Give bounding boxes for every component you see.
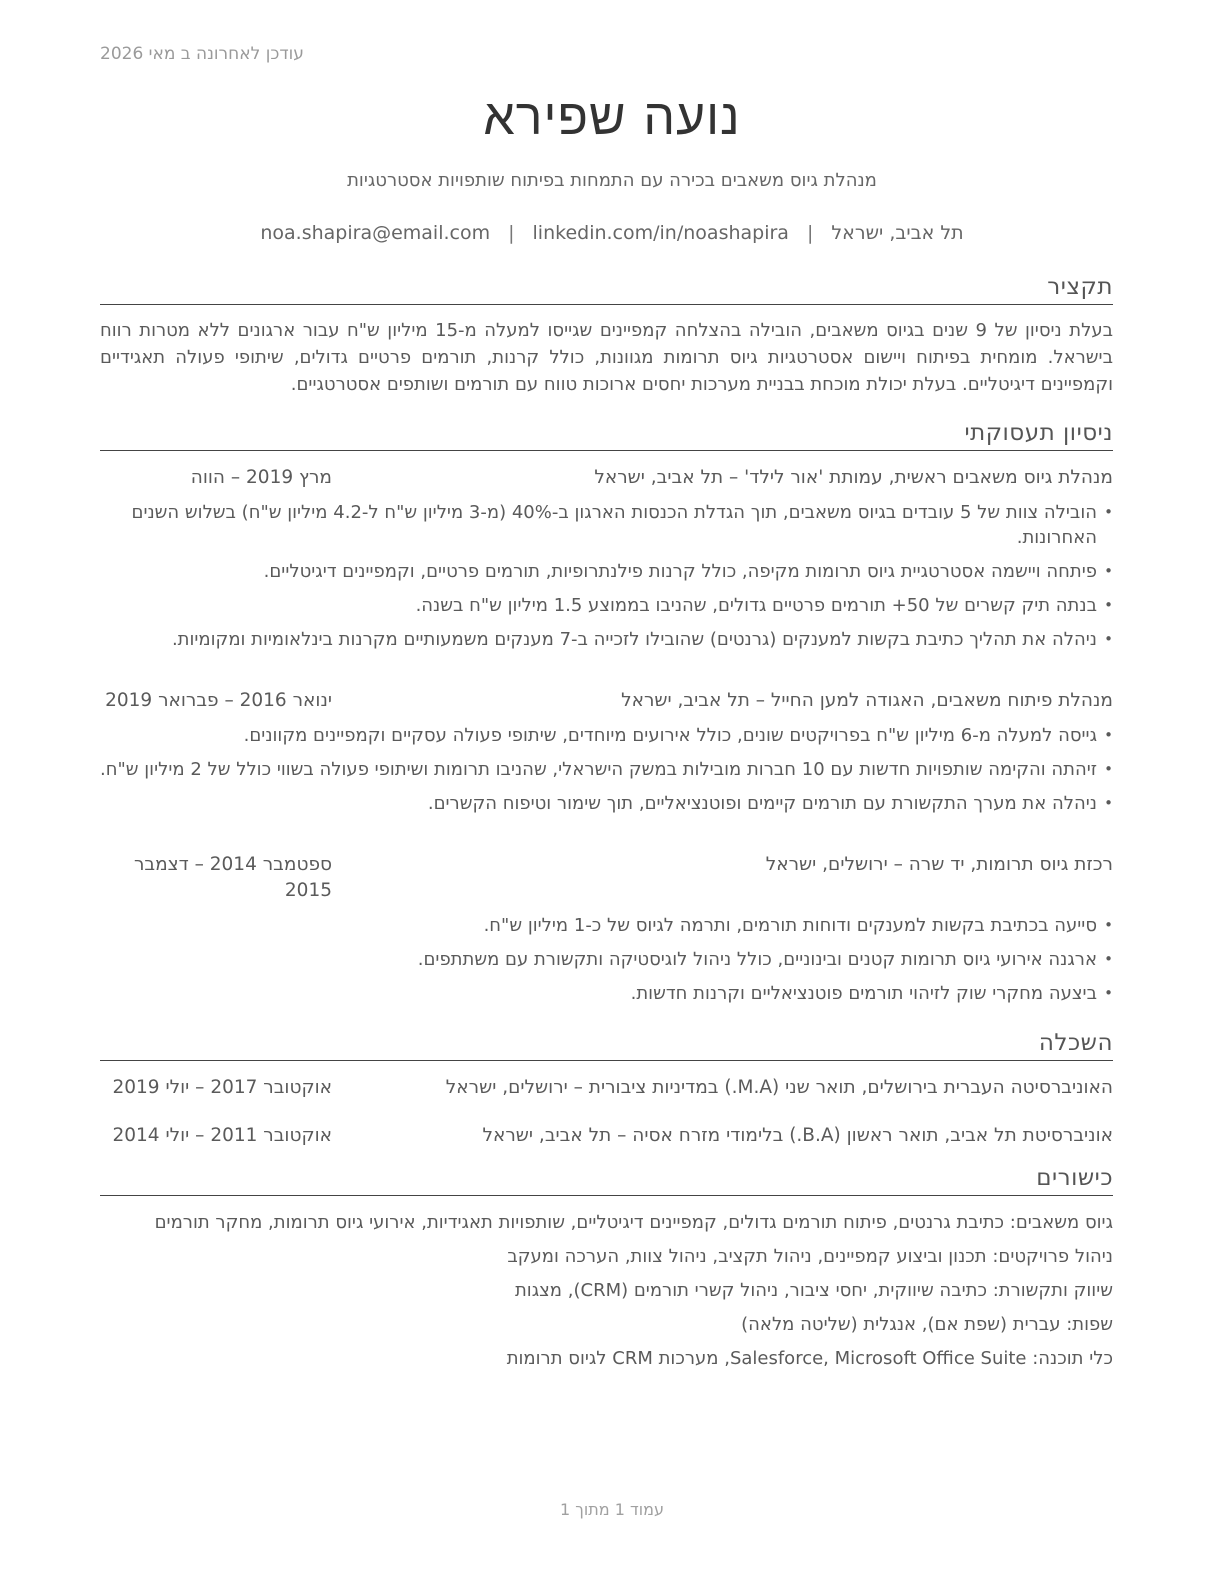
job-bullet: • ביצעה מחקרי שוק לזיהוי תורמים פוטנציאליים וקרנות חדשות. xyxy=(100,981,1113,1006)
job-bullet: • הובילה צוות של 5 עובדים בגיוס משאבים, תוך הגדלת הכנסות הארגון ב-40% (מ-3 מיליון ש"ח ל-4.2 מיליון ש"ח) בשלוש השנים האחרונות. xyxy=(100,500,1113,550)
job-dates: מרץ 2019 – הווה xyxy=(190,467,332,488)
education-title: האוניברסיטה העברית בירושלים, תואר שני (M.A.) במדיניות ציבורית – ירושלים, ישראל xyxy=(445,1077,1113,1098)
education-dates: אוקטובר 2017 – יולי 2019 xyxy=(112,1077,332,1098)
job-header xyxy=(100,852,1113,904)
job-bullets xyxy=(100,913,1113,1006)
job-entry xyxy=(100,465,1113,652)
contact-line xyxy=(0,222,1224,244)
section-title-summary: תקציר xyxy=(100,272,1113,305)
skill-line: שפות: עברית (שפת אם), אנגלית (שליטה מלאה) xyxy=(741,1314,1113,1335)
job-title: מנהלת פיתוח משאבים, האגודה למען החייל – תל אביב, ישראל xyxy=(621,690,1113,711)
contact-separator: | xyxy=(806,222,814,244)
summary-text: בעלת ניסיון של 9 שנים בגיוס משאבים, הובילה בהצלחה קמפיינים שגייסו למעלה מ-15 מיליון ש"ח עבור ארגונים ללא מטרות רווח בישראל. מומחית בפיתוח ויישום אסטרטגיות גיוס תרומות מגוונות, כולל קרנות, תורמים פרטיים גדולים, שיתופי פעולה תאגידיים וקמפיינים דיגיטליים. בעלת יכולת מוכחת בבניית מערכות יחסים ארוכות טווח עם תורמים ושותפים אסטרטגיים. xyxy=(100,320,1113,395)
job-bullet: • גייסה למעלה מ-6 מיליון ש"ח בפרויקטים שונים, כולל אירועים מיוחדים, שיתופי פעולה עסקיים וקמפיינים מקוונים. xyxy=(100,723,1113,748)
job-bullet: • סייעה בכתיבת בקשות למענקים ודוחות תורמים, ותרמה לגיוס של כ-1 מיליון ש"ח. xyxy=(100,913,1113,938)
job-bullet: • ניהלה את מערך התקשורת עם תורמים קיימים ופוטנציאליים, תוך שימור וטיפוח הקשרים. xyxy=(100,791,1113,816)
job-bullets xyxy=(100,723,1113,816)
job-entry xyxy=(100,688,1113,816)
contact-separator: | xyxy=(508,222,515,244)
education-entry xyxy=(100,1123,1113,1149)
section-title-education: השכלה xyxy=(100,1028,1113,1061)
job-title: מנהלת גיוס משאבים ראשית, עמותת 'אור לילד' – תל אביב, ישראל xyxy=(594,467,1113,488)
section-title-experience: ניסיון תעסוקתי xyxy=(100,418,1113,451)
job-bullet: • בנתה תיק קשרים של 50+ תורמים פרטיים גדולים, שהניבו בממוצע 1.5 מיליון ש"ח בשנה. xyxy=(100,593,1113,618)
contact-location: תל אביב, ישראל xyxy=(831,222,964,244)
contact-email[interactable]: noa.shapira@email.com xyxy=(260,222,491,244)
last-updated-text: עודכן לאחרונה ב מאי 2026 xyxy=(100,44,304,64)
job-header xyxy=(100,465,1113,491)
job-bullet: • ארגנה אירועי גיוס תרומות קטנים ובינוניים, כולל ניהול לוגיסטיקה ותקשורת עם משתתפים. xyxy=(100,947,1113,972)
job-entry xyxy=(100,852,1113,1006)
resume-body xyxy=(100,272,1113,1372)
job-bullets xyxy=(100,500,1113,652)
section-title-skills: כישורים xyxy=(100,1163,1113,1196)
education-entry xyxy=(100,1075,1113,1101)
skill-line: שיווק ותקשורת: כתיבה שיווקית, יחסי ציבור, ניהול קשרי תורמים (CRM), מצגות xyxy=(514,1280,1113,1301)
education-title: אוניברסיטת תל אביב, תואר ראשון (B.A.) בלימודי מזרח אסיה – תל אביב, ישראל xyxy=(482,1125,1113,1146)
skills-section xyxy=(100,1163,1113,1372)
skill-line: כלי תוכנה: Salesforce, Microsoft Office Suite, מערכות CRM לגיוס תרומות xyxy=(506,1348,1113,1369)
education-dates: אוקטובר 2011 – יולי 2014 xyxy=(112,1125,332,1146)
contact-linkedin[interactable]: linkedin.com/in/noashapira xyxy=(532,222,789,244)
job-dates: ספטמבר 2014 – דצמבר 2015 xyxy=(133,854,332,901)
job-title: רכזת גיוס תרומות, יד שרה – ירושלים, ישראל xyxy=(765,854,1113,875)
job-header xyxy=(100,688,1113,714)
experience-section xyxy=(100,418,1113,1006)
job-dates: ינואר 2016 – פברואר 2019 xyxy=(105,690,332,711)
summary-section xyxy=(100,272,1113,398)
job-bullet: • זיהתה והקימה שותפויות חדשות עם 10 חברות מובילות במשק הישראלי, שהניבו תרומות ושיתופי פעולה בשווי כולל של 2 מיליון ש"ח. xyxy=(100,757,1113,782)
page-footer: עמוד 1 מתוך 1 xyxy=(560,1500,664,1519)
skill-line: גיוס משאבים: כתיבת גרנטים, פיתוח תורמים גדולים, קמפיינים דיגיטליים, שותפויות תאגידיות, אירועי גיוס תרומות, מחקר תורמים xyxy=(154,1212,1113,1233)
education-section xyxy=(100,1028,1113,1149)
skill-line: ניהול פרויקטים: תכנון וביצוע קמפיינים, ניהול תקציב, ניהול צוות, הערכה ומעקב xyxy=(507,1246,1113,1267)
resume-name: נועה שפירא xyxy=(483,88,741,146)
resume-subtitle: מנהלת גיוס משאבים בכירה עם התמחות בפיתוח שותפויות אסטרטגיות xyxy=(347,170,877,191)
job-bullet: • פיתחה ויישמה אסטרטגיית גיוס תרומות מקיפה, כולל קרנות פילנתרופיות, תורמים פרטיים, וקמפיינים דיגיטליים. xyxy=(100,559,1113,584)
job-bullet: • ניהלה את תהליך כתיבת בקשות למענקים (גרנטים) שהובילו לזכייה ב-7 מענקים משמעותיים מקרנות בינלאומיות ומקומיות. xyxy=(100,627,1113,652)
